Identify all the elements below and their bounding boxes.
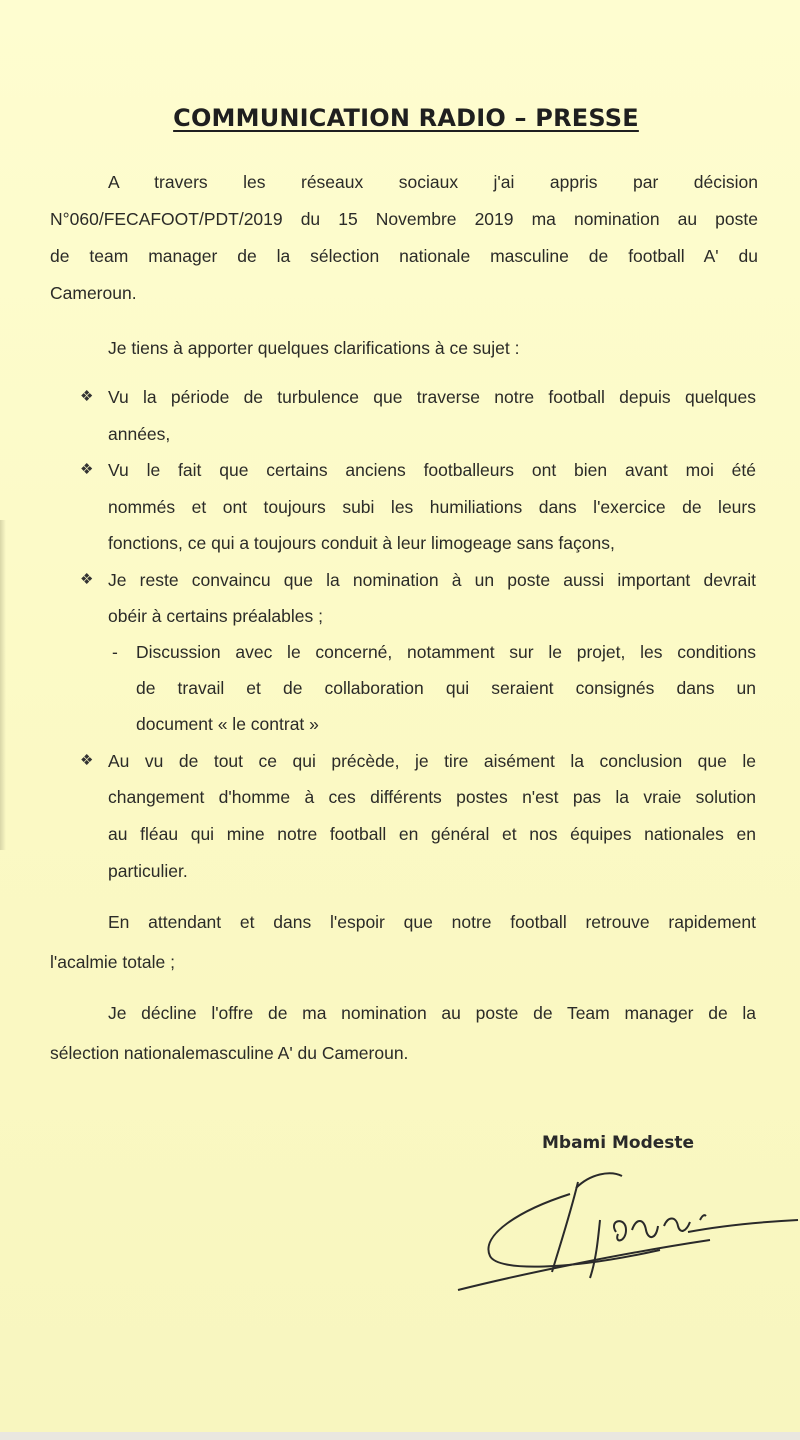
signer-name: Mbami Modeste (542, 1133, 695, 1153)
bullet-4-line-4: particulier. (108, 861, 188, 881)
bullet-4-line-2: changement d'homme à ces différents postes n'est pas la vraie solution (108, 787, 756, 807)
bullet-2-line-3: fonctions, ce qui a toujours conduit à leur limogeage sans façons, (108, 533, 615, 553)
intro-line-1: A travers les réseaux sociaux j'ai appris par décision (108, 172, 758, 192)
intro-line-3: de team manager de la sélection nationale masculine de football A' du (50, 246, 758, 266)
page-edge-shadow (0, 520, 6, 850)
bullet-4-symbol: ❖ (80, 752, 94, 769)
bullet-2-line-1: Vu le fait que certains anciens footballeurs ont bien avant moi été (108, 460, 756, 480)
bullet-2-symbol: ❖ (80, 461, 94, 478)
bullet-4-line-1: Au vu de tout ce qui précède, je tire aisément la conclusion que le (108, 751, 756, 771)
dash-1-line-3: document « le contrat » (136, 714, 319, 734)
dash-1-line-1: Discussion avec le concerné, notamment sur le projet, les conditions (136, 642, 756, 662)
decline-line-2: sélection nationalemasculine A' du Cameroun. (50, 1043, 409, 1063)
intro-line-4: Cameroun. (50, 283, 137, 303)
bullet-2-line-2: nommés et ont toujours subi les humiliations dans l'exercice de leurs (108, 497, 756, 517)
waiting-line-1: En attendant et dans l'espoir que notre football retrouve rapidement (108, 912, 756, 932)
bullet-3-symbol: ❖ (80, 571, 94, 588)
intro-line-2: N°060/FECAFOOT/PDT/2019 du 15 Novembre 2019 ma nomination au poste (50, 209, 758, 229)
handwritten-signature (450, 1160, 800, 1300)
bullet-4-line-3: au fléau qui mine notre football en général et nos équipes nationales en (108, 824, 756, 844)
waiting-line-2: l'acalmie totale ; (50, 952, 175, 972)
bullet-1-line-1: Vu la période de turbulence que traverse notre football depuis quelques (108, 387, 756, 407)
decline-line-1: Je décline l'offre de ma nomination au poste de Team manager de la (108, 1003, 756, 1023)
bullet-3-line-2: obéir à certains préalables ; (108, 606, 323, 626)
clarification-intro: Je tiens à apporter quelques clarifications à ce sujet : (108, 338, 520, 358)
bullet-1-line-2: années, (108, 424, 171, 444)
dash-1-line-2: de travail et de collaboration qui seraient consignés dans un (136, 678, 756, 698)
bottom-edge (0, 1432, 800, 1440)
bullet-1-symbol: ❖ (80, 388, 94, 405)
bullet-3-line-1: Je reste convaincu que la nomination à un poste aussi important devrait (108, 570, 756, 590)
dash-1-symbol: - (112, 642, 118, 662)
document-title: COMMUNICATION RADIO – PRESSE (173, 104, 639, 132)
